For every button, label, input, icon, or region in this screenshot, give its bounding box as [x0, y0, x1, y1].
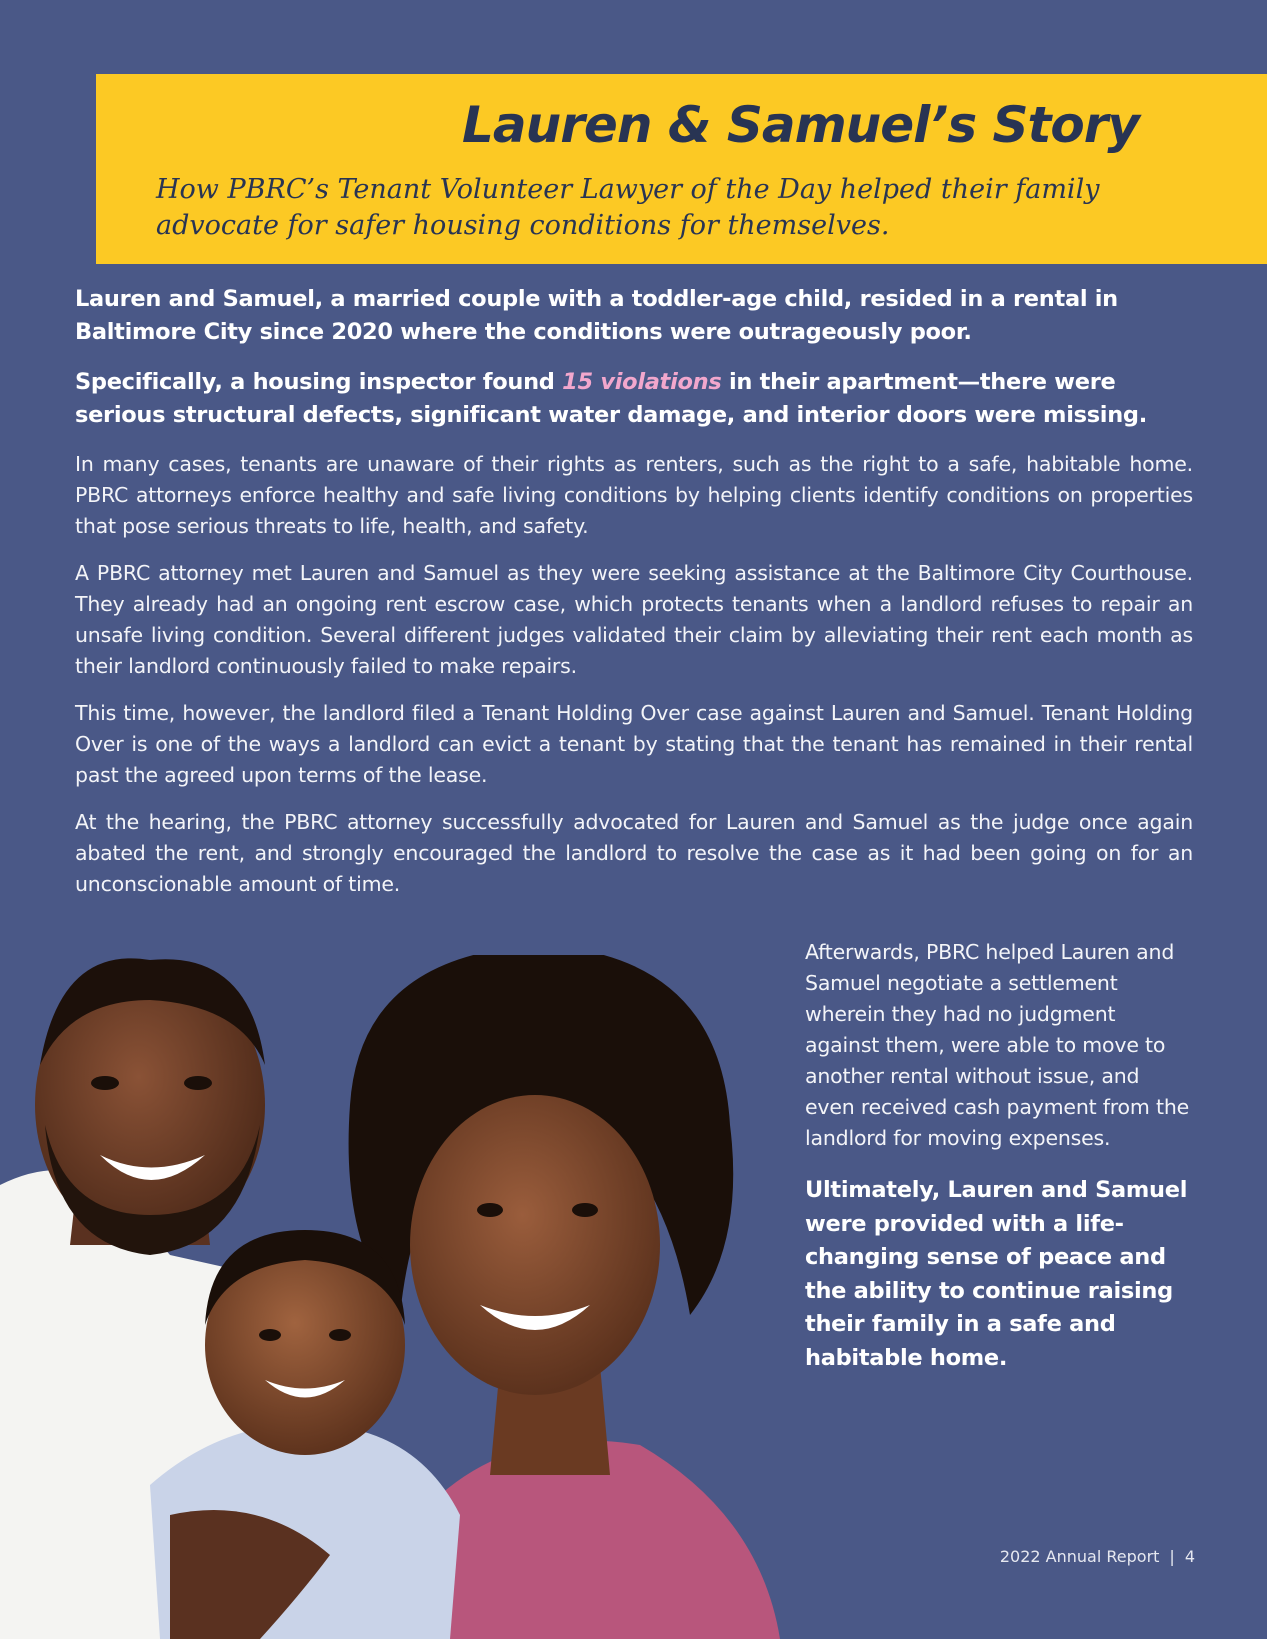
child-eye-left: [259, 1329, 281, 1341]
side-column: [805, 937, 1195, 1375]
lead-paragraph-2: [75, 366, 1193, 432]
footer-report-label: 2022 Annual Report: [999, 1547, 1160, 1566]
body-paragraph: At the hearing, the PBRC attorney successfully advocated for Lauren and Samuel as the judge once again abated the rent, and strongly encouraged the landlord to resolve the case as it had been going on for an unconscionable amount of time.: [75, 810, 1193, 896]
man-eye-left: [91, 1076, 119, 1090]
ultimately-paragraph: Ultimately, Lauren and Samuel were provided with a life-changing sense of peace and the ability to continue raising their family in a safe and habitable home.: [805, 1177, 1188, 1371]
body-paragraph: In many cases, tenants are unaware of their rights as renters, such as the right to a safe, habitable home. PBRC attorneys enforce healthy and safe living conditions by helping clients identify conditions on properties that pose serious threats to life, health, and safety.: [75, 452, 1193, 538]
woman-eye-left: [477, 1203, 503, 1217]
family-photo: [0, 955, 810, 1639]
footer-separator: |: [1169, 1547, 1175, 1566]
lead-2-after: in their apartment—there were serious structural defects, significant water damage, and interior doors were missing.: [75, 369, 1147, 428]
lead-paragraph-1: Lauren and Samuel, a married couple with a toddler-age child, resided in a rental in Baltimore City since 2020 where the conditions were outrageously poor.: [75, 286, 1118, 345]
man-eye-right: [184, 1076, 212, 1090]
page-number: 4: [1184, 1547, 1195, 1566]
page-footer: [1000, 1547, 1195, 1566]
story-content: [75, 283, 1193, 916]
title-banner: [96, 74, 1267, 264]
woman-eye-right: [572, 1203, 598, 1217]
violations-emphasis: 15 violations: [562, 369, 722, 395]
woman-head: [410, 1095, 660, 1395]
lead-2-before: Specifically, a housing inspector found: [75, 369, 563, 395]
page-title: Lauren & Samuel’s Story: [462, 96, 1139, 154]
child-eye-right: [329, 1329, 351, 1341]
page-subtitle: How PBRC’s Tenant Volunteer Lawyer of the Day helped their family advocate for safer housing conditions for themselves.: [156, 174, 1100, 241]
body-paragraph: This time, however, the landlord filed a Tenant Holding Over case against Lauren and Samuel. Tenant Holding Over is one of the ways a landlord can evict a tenant by stating that the tenant has remained in their rental past the agreed upon terms of the lease.: [75, 701, 1193, 787]
body-paragraph: A PBRC attorney met Lauren and Samuel as they were seeking assistance at the Baltimore City Courthouse. They already had an ongoing rent escrow case, which protects tenants when a landlord refuses to repair an unsafe living condition. Several different judges validated their claim by alleviating their rent each month as their landlord continuously failed to make repairs.: [75, 561, 1193, 678]
afterwards-paragraph: Afterwards, PBRC helped Lauren and Samuel negotiate a settlement wherein they had no judgment against them, were able to move to another rental without issue, and even received cash payment from the landlord for moving expenses.: [805, 940, 1190, 1150]
